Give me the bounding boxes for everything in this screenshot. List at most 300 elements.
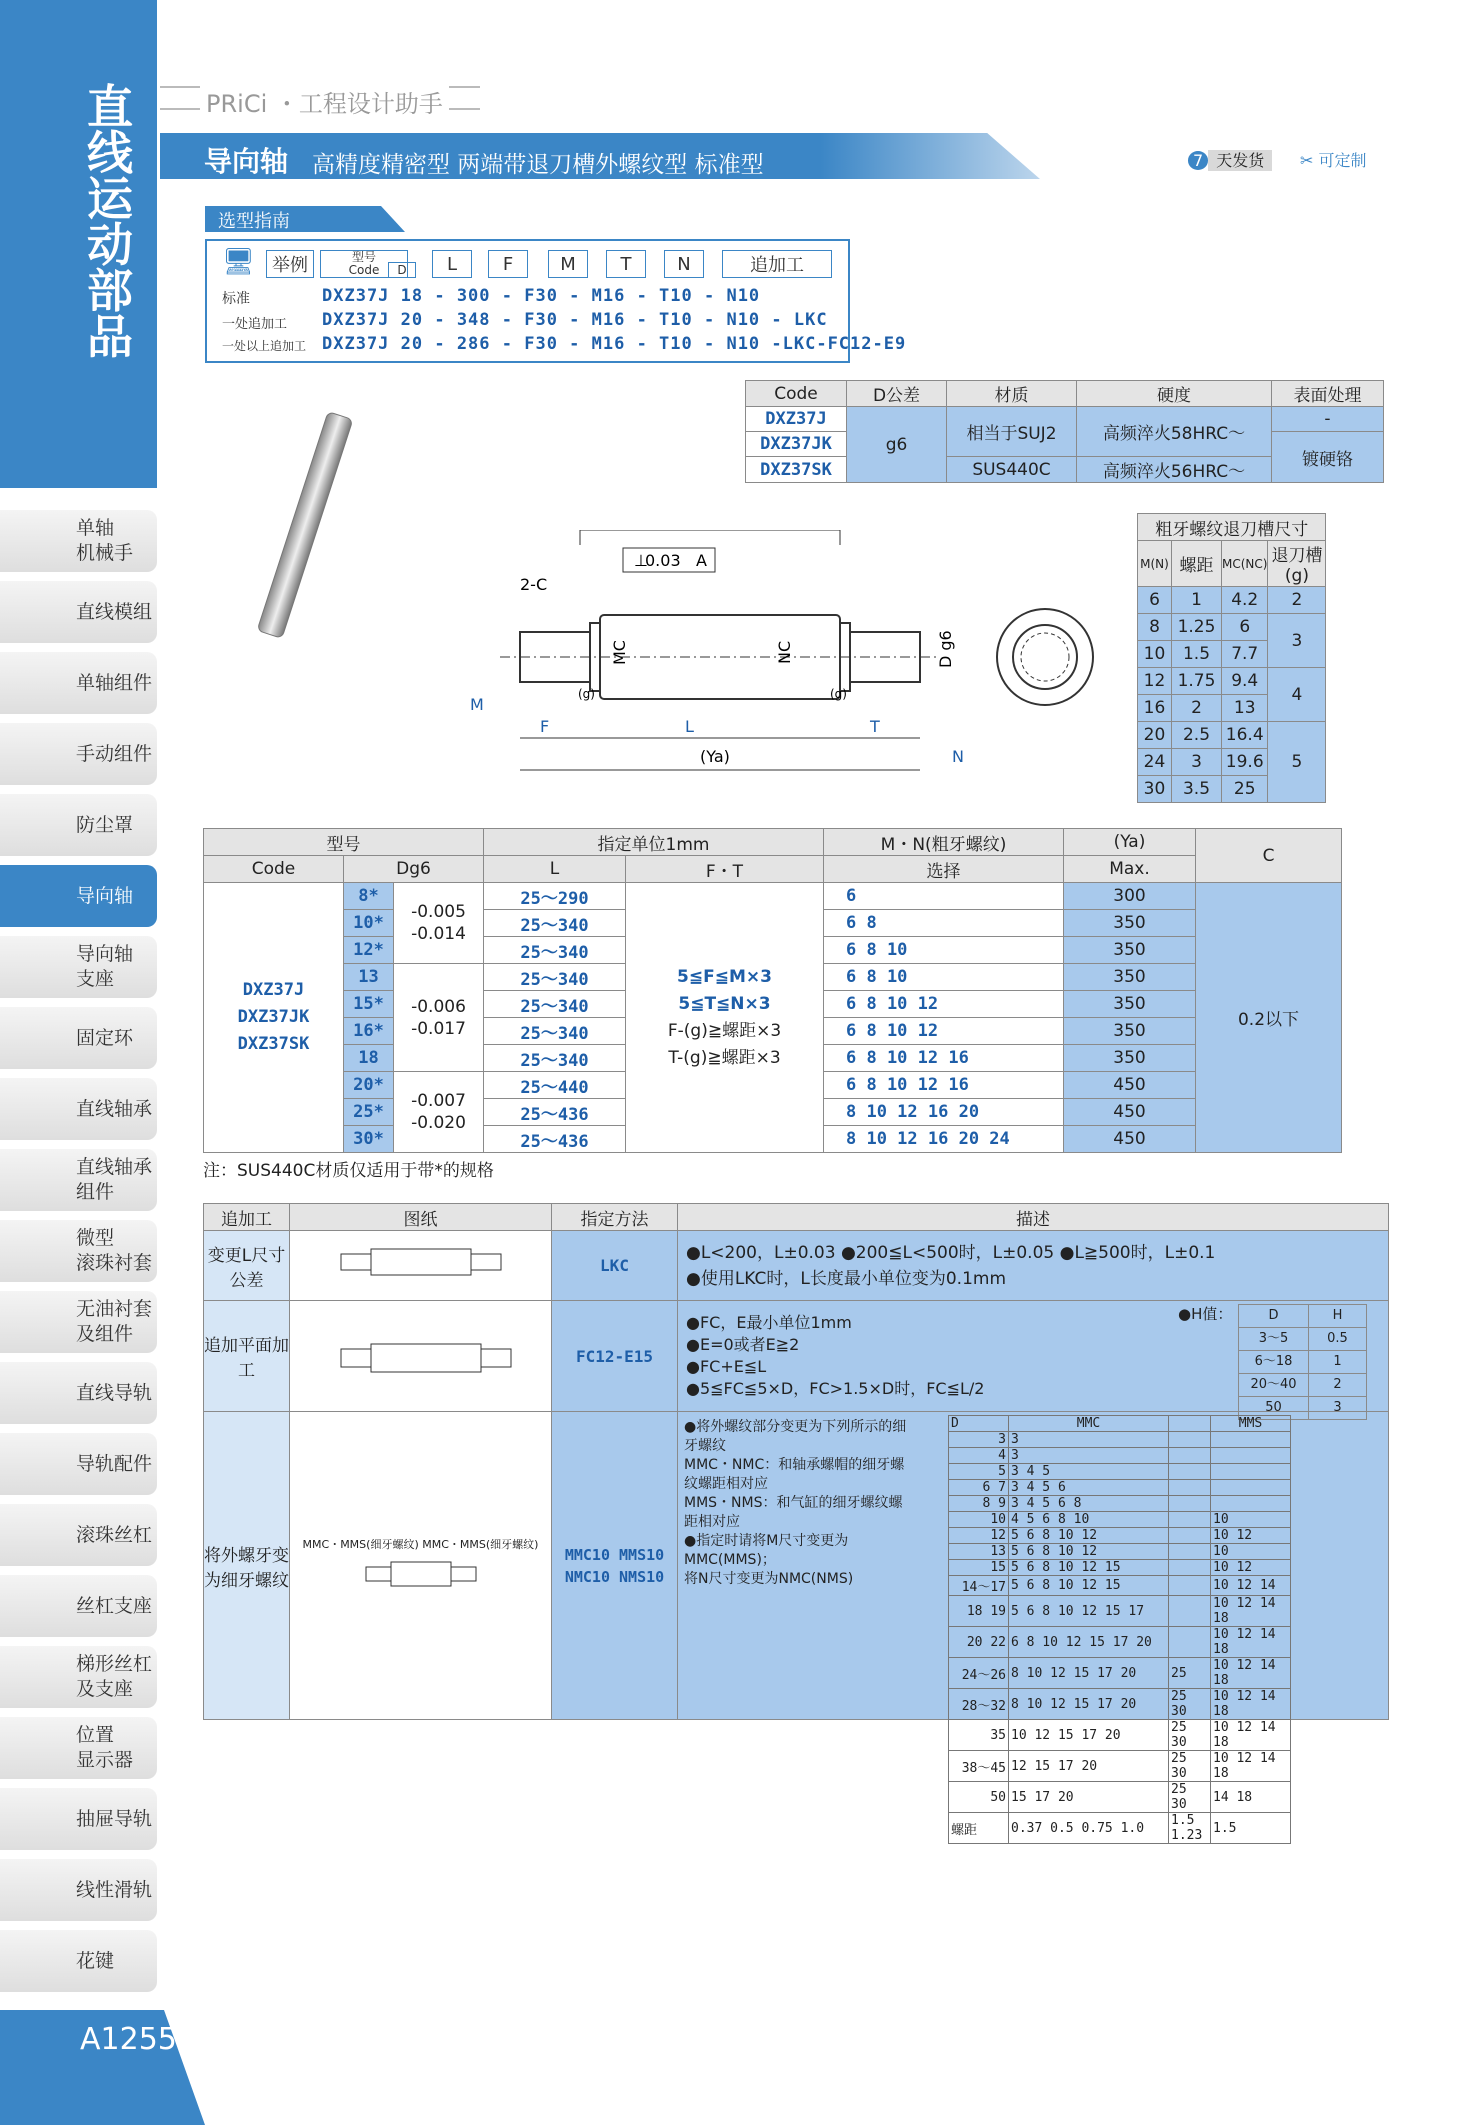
h-cell: 50 — [1239, 1397, 1309, 1420]
spec-l: 25～340 — [484, 910, 626, 937]
desc-line: ●5≦FC≦5×D，FC>1.5×D时，FC≦L/2 — [686, 1379, 985, 1398]
mms-cell — [1169, 1448, 1211, 1464]
spec-code: DXZ37J — [242, 980, 305, 1000]
mms-head: D — [949, 1416, 1009, 1432]
groove-cell: 3 — [1172, 749, 1222, 776]
mms-body — [949, 1432, 1291, 1813]
mms-cell: 8 9 — [949, 1496, 1009, 1512]
spec-mn: 8 10 12 16 20 24 — [824, 1126, 1064, 1153]
h-head: D — [1239, 1305, 1309, 1328]
mms-cell: 5 6 8 10 12 15 17 — [1009, 1596, 1169, 1627]
groove-cell: 8 — [1138, 614, 1172, 641]
sidebar-tab[interactable]: 导轨配件 — [0, 1433, 157, 1495]
custom-badge — [1300, 148, 1367, 171]
mms-row — [949, 1512, 1291, 1528]
tol-upper: -0.007 — [411, 1091, 466, 1111]
mms-row — [949, 1720, 1291, 1751]
mms-cell: 6 7 — [949, 1480, 1009, 1496]
spec-h2: Code — [204, 856, 344, 883]
spec-d: 25* — [344, 1099, 394, 1126]
mms-cell — [1211, 1448, 1291, 1464]
mms-row — [949, 1751, 1291, 1782]
mms-cell: 10 12 14 18 — [1211, 1720, 1291, 1751]
mms-cell: 10 12 14 18 — [1211, 1596, 1291, 1627]
groove-cell: 1.75 — [1172, 668, 1222, 695]
mat-surface-1: - — [1272, 407, 1384, 432]
spec-mn: 8 10 12 16 20 — [824, 1099, 1064, 1126]
mms-cell: 8 10 12 15 17 20 — [1009, 1689, 1169, 1720]
dim-l: L — [685, 717, 694, 736]
rule: F-(g)≧螺距×3 — [667, 1020, 782, 1041]
mms-row — [949, 1658, 1291, 1689]
mms-cell: 10 — [949, 1512, 1009, 1528]
pitch-value: 1.23 — [1171, 1828, 1203, 1843]
groove-cell: 10 — [1138, 641, 1172, 668]
mat-header: 材质 — [947, 381, 1077, 407]
brand-name: PRiCi — [206, 90, 268, 118]
spec-table — [203, 828, 1342, 1153]
groove-cell: 5 — [1268, 722, 1326, 803]
groove-cell: 2.5 — [1172, 722, 1222, 749]
mat-code: DXZ37SK — [746, 457, 847, 483]
spec-d: 16* — [344, 1018, 394, 1045]
sidebar-tab[interactable]: 导向轴 支座 — [0, 936, 157, 998]
rule: 5≦F≦M×3 — [677, 966, 772, 987]
guide-row-label: 标准 — [222, 291, 250, 307]
mms-cell: 10 12 14 18 — [1211, 1689, 1291, 1720]
mms-cell: 10 12 — [1211, 1528, 1291, 1544]
h-label: ●H值： — [1178, 1305, 1233, 1323]
mms-cell: 10 12 14 — [1211, 1576, 1291, 1596]
code-cell-m: M — [548, 250, 588, 278]
guide-row-code: DXZ37J 18 - 300 - F30 - M16 - T10 - N10 — [322, 286, 761, 306]
mms-cell — [1169, 1596, 1211, 1627]
mms-cell: 10 12 14 18 — [1211, 1751, 1291, 1782]
sidebar-tab[interactable]: 直线导轨 — [0, 1362, 157, 1424]
mms-cell — [1169, 1464, 1211, 1480]
sidebar-tab[interactable]: 花键 — [0, 1930, 157, 1992]
mms-cell: 10 12 — [1211, 1560, 1291, 1576]
spec-body — [204, 883, 1342, 1153]
add-name: 变更L尺寸公差 — [204, 1231, 290, 1301]
mms-row — [949, 1544, 1291, 1560]
spec-d: 20* — [344, 1072, 394, 1099]
guide-row-label: 一处以上追加工 — [222, 339, 307, 353]
mms-cell — [1211, 1496, 1291, 1512]
mat-material-2: SUS440C — [947, 457, 1077, 483]
mms-cell: 3 4 5 6 8 — [1009, 1496, 1169, 1512]
sidebar-tab[interactable]: 单轴组件 — [0, 652, 157, 714]
mms-row — [949, 1576, 1291, 1596]
spec-d: 10* — [344, 910, 394, 937]
add-code: LKC — [552, 1231, 678, 1301]
wrench-icon: ✂ — [1300, 151, 1314, 170]
spec-h1: C — [1196, 829, 1342, 883]
add-drawing-lkc — [290, 1231, 552, 1301]
dim-nc: NC — [775, 640, 794, 664]
spec-code: DXZ37SK — [237, 1034, 310, 1054]
mms-cell: 25 30 — [1169, 1689, 1211, 1720]
section-title: 直线运动部品 — [87, 80, 133, 364]
spec-ya: 300 — [1064, 883, 1196, 910]
spec-l: 25～440 — [484, 1072, 626, 1099]
sidebar-tab[interactable]: 丝杠支座 — [0, 1575, 157, 1637]
brand-sub: 工程设计助手 — [298, 90, 443, 118]
pitch-cell: 1.5 — [1211, 1813, 1291, 1844]
add-desc — [678, 1301, 1389, 1415]
mms-cell — [1169, 1576, 1211, 1596]
groove-cell: 2 — [1172, 695, 1222, 722]
mms-table — [948, 1415, 1291, 1844]
mms-cell: 20 22 — [949, 1627, 1009, 1658]
code-cell-l: L — [432, 250, 472, 278]
mat-code: DXZ37JK — [746, 432, 847, 457]
mms-row — [949, 1496, 1291, 1512]
spec-mn: 6 8 10 — [824, 937, 1064, 964]
guide-row-code: DXZ37J 20 - 286 - F30 - M16 - T10 - N10 -LKC-FC12-E9 — [322, 334, 907, 354]
spec-ya: 350 — [1064, 964, 1196, 991]
mat-code: DXZ37J — [746, 407, 847, 432]
code-cell-f: F — [488, 250, 528, 278]
mms-row — [949, 1782, 1291, 1813]
rule: 5≦T≦N×3 — [678, 993, 771, 1014]
desc-line: ●L<200，L±0.03 ●200≦L<500时，L±0.05 ●L≧500时，L±0.1 — [686, 1242, 1216, 1263]
code-cell-d: D — [388, 262, 416, 278]
mms-cell: 35 — [949, 1720, 1009, 1751]
spec-l: 25～340 — [484, 991, 626, 1018]
mms-row — [949, 1596, 1291, 1627]
mms-cell — [1169, 1432, 1211, 1448]
tol-upper: -0.005 — [411, 902, 466, 922]
custom-label: 可定制 — [1318, 151, 1367, 170]
cell-code: Code — [348, 263, 380, 277]
groove-header: M(N) — [1138, 541, 1172, 587]
delivery-label: 天发货 — [1208, 150, 1272, 171]
dim-ya: (Ya) — [700, 747, 730, 766]
spec-code: DXZ37JK — [237, 1007, 310, 1027]
add-desc — [678, 1231, 1389, 1301]
sidebar-tab[interactable]: 滚珠丝杠 — [0, 1504, 157, 1566]
spec-codes — [204, 883, 344, 1153]
mms-cell: 5 6 8 10 12 15 — [1009, 1560, 1169, 1576]
groove-header: 退刀槽(g) — [1268, 541, 1326, 587]
sidebar-tab[interactable]: 导向轴 — [0, 865, 157, 927]
sidebar-tab[interactable]: 手动组件 — [0, 723, 157, 785]
mms-cell: 38～45 — [949, 1751, 1009, 1782]
spec-ya: 450 — [1064, 1126, 1196, 1153]
mms-cell: 10 12 15 17 20 — [1009, 1720, 1169, 1751]
mat-surface-2: 镀硬铬 — [1272, 432, 1384, 483]
groove-cell: 4 — [1268, 668, 1326, 722]
desc-line: MMS・NMS：和气缸的细牙螺纹螺距相对应 — [684, 1495, 903, 1530]
pitch-cell: 螺距 — [949, 1813, 1009, 1844]
groove-cell: 6 — [1222, 614, 1268, 641]
groove-header: 螺距 — [1172, 541, 1222, 587]
groove-cell: 16 — [1138, 695, 1172, 722]
dim-g-left: (g) — [578, 687, 595, 701]
example-label: 举例 — [266, 250, 314, 278]
mms-cell: 25 30 — [1169, 1720, 1211, 1751]
groove-cell: 30 — [1138, 776, 1172, 803]
groove-cell: 1.25 — [1172, 614, 1222, 641]
guide-title: 选型指南 — [218, 211, 290, 232]
mat-hardness-1: 高频淬火58HRC～ — [1077, 407, 1272, 457]
h-cell: 6～18 — [1239, 1351, 1309, 1374]
mms-cell: 5 6 8 10 12 15 — [1009, 1576, 1169, 1596]
sidebar-tab[interactable]: 直线轴承 组件 — [0, 1149, 157, 1211]
dim-f: F — [540, 717, 550, 736]
spec-d: 8* — [344, 883, 394, 910]
groove-cell: 25 — [1222, 776, 1268, 803]
mms-cell: 12 15 17 20 — [1009, 1751, 1169, 1782]
mms-cell — [1169, 1512, 1211, 1528]
desc-line: 将N尺寸变更为NMC(NMS) — [684, 1571, 854, 1587]
material-table — [745, 380, 1384, 483]
mms-cell: 5 6 8 10 12 — [1009, 1544, 1169, 1560]
pitch-value: 0.37 — [1011, 1820, 1043, 1836]
spec-l: 25～436 — [484, 1126, 626, 1153]
add-header: 描述 — [678, 1204, 1389, 1231]
sidebar-tab[interactable]: 防尘罩 — [0, 794, 157, 856]
mms-row — [949, 1464, 1291, 1480]
mms-cell: 10 12 14 18 — [1211, 1627, 1291, 1658]
sidebar-tab[interactable]: 单轴 机械手 — [0, 510, 157, 572]
mms-cell — [1169, 1480, 1211, 1496]
spec-h1: M・N(粗牙螺纹) — [824, 829, 1064, 856]
tol-lower: -0.020 — [411, 1113, 466, 1133]
pitch-value: 1.5 — [1171, 1813, 1195, 1828]
mms-cell — [1211, 1432, 1291, 1448]
desc-line: MMC・NMC：和轴承螺帽的细牙螺纹螺距相对应 — [684, 1457, 905, 1492]
mms-cell: 5 — [949, 1464, 1009, 1480]
desc-line: ●将外螺纹部分变更为下列所示的细牙螺纹 — [684, 1419, 907, 1454]
spec-ya: 450 — [1064, 1099, 1196, 1126]
spec-h1: 型号 — [204, 829, 484, 856]
groove-table — [1137, 513, 1326, 803]
mms-cell — [1169, 1544, 1211, 1560]
spec-d: 30* — [344, 1126, 394, 1153]
guide-row-code: DXZ37J 20 - 348 - F30 - M16 - T10 - N10 - LKC — [322, 310, 828, 330]
mms-cell — [1211, 1480, 1291, 1496]
spec-tol — [394, 883, 484, 964]
sidebar-tab[interactable]: 直线轴承 — [0, 1078, 157, 1140]
groove-cell: 9.4 — [1222, 668, 1268, 695]
brand: PRiCi ・工程设计助手 — [200, 84, 449, 119]
page-title: 导向轴 — [204, 145, 289, 178]
pitch-value: 1.0 — [1120, 1820, 1145, 1836]
dim-g-right: (g) — [830, 687, 847, 701]
spec-h2: Max. — [1064, 856, 1196, 883]
perp-mark: ⊥ — [634, 551, 648, 570]
groove-cell: 3.5 — [1172, 776, 1222, 803]
spec-l: 25～340 — [484, 1045, 626, 1072]
pitch-value: 0.5 — [1050, 1820, 1074, 1836]
mat-tolerance: g6 — [847, 407, 947, 483]
code-cell-t: T — [606, 250, 646, 278]
desc-line: ●FC，E最小单位1mm — [686, 1313, 852, 1332]
mms-cell: 6 8 10 12 15 17 20 — [1009, 1627, 1169, 1658]
mat-hardness-2: 高频淬火56HRC～ — [1077, 457, 1272, 483]
h-table — [1238, 1304, 1367, 1420]
spec-d: 15* — [344, 991, 394, 1018]
spec-l: 25～340 — [484, 937, 626, 964]
h-cell: 2 — [1309, 1374, 1367, 1397]
groove-cell: 3 — [1268, 614, 1326, 668]
spec-h1: 指定单位1mm — [484, 829, 824, 856]
mms-row — [949, 1448, 1291, 1464]
spec-mn: 6 8 10 12 16 — [824, 1045, 1064, 1072]
mms-cell: 4 — [949, 1448, 1009, 1464]
sidebar-tab[interactable]: 位置 显示器 — [0, 1717, 157, 1779]
sidebar-tab[interactable]: 无油衬套 及组件 — [0, 1291, 157, 1353]
mms-row — [949, 1689, 1291, 1720]
spec-mn: 6 8 10 12 — [824, 991, 1064, 1018]
mms-cell: 24～26 — [949, 1658, 1009, 1689]
spec-h2: L — [484, 856, 626, 883]
spec-ya: 350 — [1064, 910, 1196, 937]
desc-line: ●E=0或者E≧2 — [686, 1335, 800, 1354]
rule: T-(g)≧螺距×3 — [668, 1047, 781, 1068]
mms-cell: 25 30 — [1169, 1782, 1211, 1813]
groove-title: 粗牙螺纹退刀槽尺寸 — [1138, 514, 1326, 541]
mms-cell — [1169, 1496, 1211, 1512]
h-cell: 1 — [1309, 1351, 1367, 1374]
spec-mn: 6 8 10 12 — [824, 1018, 1064, 1045]
add-header: 追加工 — [204, 1204, 290, 1231]
cell-model: 型号 — [351, 250, 376, 264]
mms-row — [949, 1560, 1291, 1576]
groove-cell: 12 — [1138, 668, 1172, 695]
mms-cell — [1169, 1528, 1211, 1544]
dim-t: T — [870, 717, 880, 736]
add-drawing-mms — [290, 1412, 552, 1720]
mms-cell: 28～32 — [949, 1689, 1009, 1720]
desc-line: ●指定时请将M尺寸变更为MMC(MMS)； — [684, 1533, 849, 1568]
spec-c: 0.2以下 — [1196, 883, 1342, 1153]
desc-line: ●FC+E≦L — [686, 1357, 767, 1376]
spec-mn: 6 8 10 — [824, 964, 1064, 991]
spec-mn: 6 — [824, 883, 1064, 910]
dim-dg6: D g6 — [936, 630, 955, 668]
mms-cell: 50 — [949, 1782, 1009, 1813]
spec-mn: 6 8 10 12 16 — [824, 1072, 1064, 1099]
spec-ya: 350 — [1064, 1045, 1196, 1072]
mms-cell: 4 5 6 8 10 — [1009, 1512, 1169, 1528]
sidebar-tab[interactable]: 微型 滚珠衬套 — [0, 1220, 157, 1282]
spec-ya: 350 — [1064, 991, 1196, 1018]
sidebar-tab[interactable]: 固定环 — [0, 1007, 157, 1069]
mms-row — [949, 1627, 1291, 1658]
mms-head: MMC — [1009, 1416, 1169, 1432]
sidebar-tab[interactable]: 抽屉导轨 — [0, 1788, 157, 1850]
groove-cell: 7.7 — [1222, 641, 1268, 668]
mms-cell: 3 — [949, 1432, 1009, 1448]
add-code: FC12-E15 — [552, 1301, 678, 1412]
sidebar-tab[interactable]: 直线模组 — [0, 581, 157, 643]
spec-ya: 450 — [1064, 1072, 1196, 1099]
page-subtitle: 高精度精密型 两端带退刀槽外螺纹型 标准型 — [312, 152, 764, 178]
shaft-photo — [240, 405, 370, 645]
shaft-drawing — [460, 530, 1120, 780]
delivery-badge — [1188, 148, 1272, 171]
mat-header: Code — [746, 381, 847, 407]
pitch-value: 0.75 — [1081, 1820, 1113, 1836]
tol-lower: -0.017 — [411, 1018, 466, 1039]
mat-header: D公差 — [847, 381, 947, 407]
page-number: A1255 — [80, 2022, 177, 2057]
dim-flatness: 0.03 — [645, 551, 681, 570]
h-cell: 3 — [1309, 1397, 1367, 1420]
mms-head: MMS — [1211, 1416, 1291, 1432]
groove-cell: 13 — [1222, 695, 1268, 722]
spec-l: 25～436 — [484, 1099, 626, 1126]
spec-l: 25～290 — [484, 883, 626, 910]
add-name: 将外螺牙变为细牙螺纹 — [204, 1412, 290, 1720]
mat-header: 表面处理 — [1272, 381, 1384, 407]
spec-d: 13 — [344, 964, 394, 991]
mms-cell: 25 — [1169, 1658, 1211, 1689]
h-head: H — [1309, 1305, 1367, 1328]
mms-cell: 5 6 8 10 12 — [1009, 1528, 1169, 1544]
pitch-cell — [1169, 1813, 1211, 1844]
groove-cell: 19.6 — [1222, 749, 1268, 776]
mms-cell: 3 — [1009, 1432, 1169, 1448]
spec-tol — [394, 1072, 484, 1153]
groove-cell: 4.2 — [1222, 587, 1268, 614]
guide-row-label: 一处追加工 — [222, 317, 288, 332]
spec-note: 注：SUS440C材质仅适用于带*的规格 — [203, 1161, 494, 1181]
spec-l: 25～340 — [484, 964, 626, 991]
delivery-days: 7 — [1188, 151, 1208, 170]
mms-row — [949, 1528, 1291, 1544]
mms-cell: 18 19 — [949, 1596, 1009, 1627]
mms-row — [949, 1432, 1291, 1448]
mat-material-1: 相当于SUJ2 — [947, 407, 1077, 457]
dim-m: M — [470, 695, 484, 714]
groove-header: MC(NC) — [1222, 541, 1268, 587]
spec-rules — [626, 883, 824, 1153]
mms-cell: 13 — [949, 1544, 1009, 1560]
add-header: 指定方法 — [552, 1204, 678, 1231]
dim-datum: A — [696, 551, 707, 570]
monitor-icon: 🖥 — [222, 247, 256, 277]
mms-cell: 10 12 14 18 — [1211, 1658, 1291, 1689]
add-drawing-fc — [290, 1301, 552, 1412]
mms-cell: 25 30 — [1169, 1751, 1211, 1782]
add-header: 图纸 — [290, 1204, 552, 1231]
add-code: MMC10 MMS10 NMC10 NMS10 — [552, 1412, 678, 1720]
sidebar-tab[interactable]: 线性滑轨 — [0, 1859, 157, 1921]
mms-cell: 10 — [1211, 1512, 1291, 1528]
tol-upper: -0.006 — [411, 996, 466, 1017]
spec-ya: 350 — [1064, 1018, 1196, 1045]
mms-cell: 15 — [949, 1560, 1009, 1576]
sidebar-tab[interactable]: 梯形丝杠 及支座 — [0, 1646, 157, 1708]
groove-cell: 1.5 — [1172, 641, 1222, 668]
mms-cell: 3 4 5 6 — [1009, 1480, 1169, 1496]
mms-cell — [1169, 1560, 1211, 1576]
mms-cell: 14 18 — [1211, 1782, 1291, 1813]
mms-cell: 10 — [1211, 1544, 1291, 1560]
h-cell: 3～5 — [1239, 1328, 1309, 1351]
dim-chamfer: 2-C — [520, 575, 548, 594]
spec-d: 18 — [344, 1045, 394, 1072]
mat-header: 硬度 — [1077, 381, 1272, 407]
h-cell: 20～40 — [1239, 1374, 1309, 1397]
code-cell-n: N — [664, 250, 704, 278]
spec-h2: F・T — [626, 856, 824, 883]
add-name: 追加平面加工 — [204, 1301, 290, 1412]
